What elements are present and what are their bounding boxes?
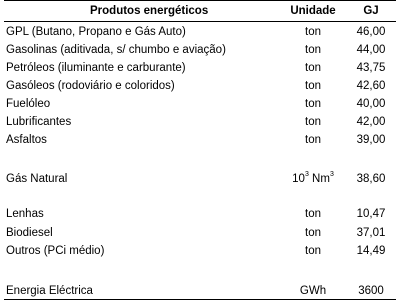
table-row [4, 224, 396, 242]
gj-cell: 14,49 [356, 245, 386, 257]
gj-cell: 43,75 [356, 62, 386, 74]
header-unit: Unidade [290, 5, 336, 17]
header-products: Produtos energéticos [90, 5, 209, 17]
gj-cell: 39,00 [356, 134, 386, 146]
unit-cell: ton [305, 80, 321, 92]
unit-mid: Nm [308, 173, 330, 185]
table-row [4, 205, 396, 223]
unit-exponent: 3 [304, 171, 309, 179]
unit-cell [274, 170, 352, 188]
product-cell: Biodiesel [6, 227, 53, 239]
unit-cell: ton [305, 116, 321, 128]
gj-cell: 42,00 [356, 116, 386, 128]
header-gj: GJ [363, 5, 379, 17]
gj-cell: 42,60 [356, 80, 386, 92]
gj-cell: 3600 [358, 285, 384, 297]
unit-cell: ton [305, 227, 321, 239]
product-cell: Gasóleos (rodoviário e coloridos) [6, 80, 175, 92]
table-row [4, 113, 396, 131]
table-row [4, 95, 396, 113]
unit-cell: ton [305, 62, 321, 74]
product-cell: Asfaltos [6, 134, 47, 146]
table-bottom-rule [4, 299, 396, 300]
product-cell: Outros (PCi médio) [6, 245, 105, 257]
gj-cell: 44,00 [356, 44, 386, 56]
header-bottom-rule [4, 21, 396, 22]
unit-cell: ton [305, 245, 321, 257]
product-cell: GPL (Butano, Propano e Gás Auto) [6, 26, 186, 38]
gj-cell: 46,00 [356, 26, 386, 38]
product-cell: Fuelóleo [6, 98, 51, 110]
unit-exponent-2: 3 [329, 171, 334, 179]
unit-cell: ton [305, 98, 321, 110]
gj-cell: 37,01 [356, 227, 386, 239]
product-cell: Lenhas [6, 208, 44, 220]
table-row [4, 23, 396, 41]
table-row [4, 59, 396, 77]
table-row [4, 242, 396, 260]
gj-cell: 10,47 [356, 208, 386, 220]
gj-cell: 40,00 [356, 98, 386, 110]
unit-cell: ton [305, 208, 321, 220]
product-cell: Petróleos (iluminante e carburante) [6, 62, 186, 74]
product-cell: Gasolinas (aditivada, s/ chumbo e aviação) [6, 44, 226, 56]
unit-cell: ton [305, 44, 321, 56]
table-row [4, 41, 396, 59]
table-row [4, 282, 396, 300]
unit-cell: ton [305, 134, 321, 146]
table-top-rule [4, 0, 396, 1]
unit-base: 10 [292, 173, 305, 185]
gj-cell: 38,60 [356, 173, 386, 185]
product-cell: Energia Eléctrica [6, 285, 93, 297]
table-row [4, 131, 396, 149]
product-cell: Lubrificantes [6, 116, 72, 128]
table-row [4, 77, 396, 95]
table-row [4, 170, 396, 188]
table-header-row [4, 2, 396, 20]
unit-cell: GWh [299, 285, 327, 297]
product-cell: Gás Natural [6, 173, 68, 185]
unit-cell: ton [305, 26, 321, 38]
